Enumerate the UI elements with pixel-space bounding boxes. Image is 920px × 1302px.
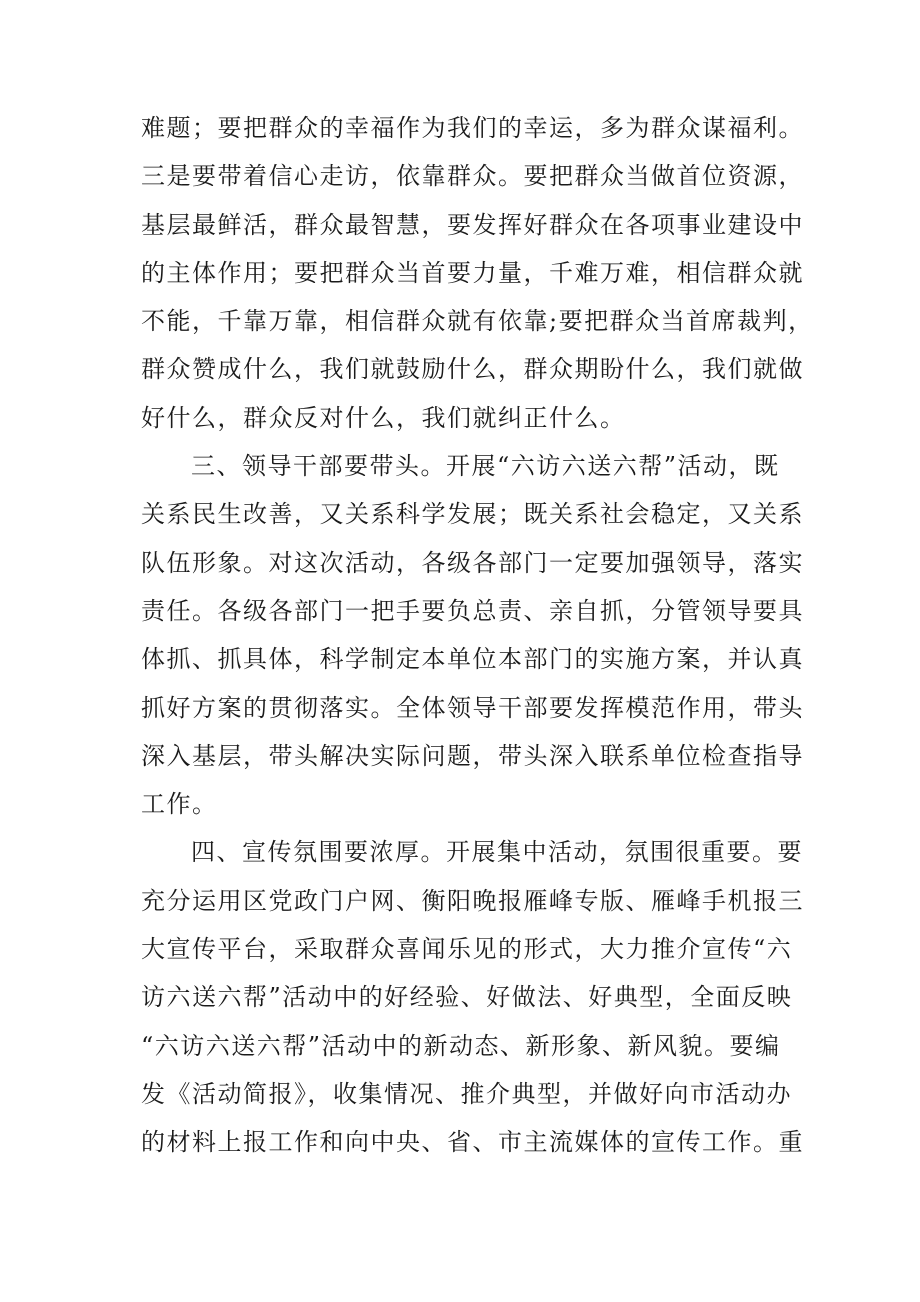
text-line: 难题；要把群众的幸福作为我们的幸运，多为群众谋福利。	[141, 114, 804, 142]
text-line: 体抓、抓具体，科学制定本单位本部门的实施方案，并认真	[141, 645, 804, 674]
text-line: “六访六送六帮”活动中的新动态、新形象、新风貌。要编	[141, 1031, 781, 1060]
text-line: 访六送六帮”活动中的好经验、好做法、好典型，全面反映	[141, 983, 793, 1012]
text-line: 的主体作用；要把群众当首要力量，千难万难，相信群众就	[141, 258, 804, 287]
text-line: 发《活动简报》，收集情况、推介典型，并做好向市活动办	[141, 1079, 792, 1108]
document-body	[141, 104, 814, 1167]
text-line: 充分运用区党政门户网、衡阳晚报雁峰专版、雁峰手机报三	[141, 886, 804, 915]
text-line: 队伍形象。对这次活动，各级各部门一定要加强领导，落实	[141, 548, 804, 577]
text-line: 关系民生改善，又关系科学发展；既关系社会稳定，又关系	[141, 500, 804, 529]
text-line: 抓好方案的贯彻落实。全体领导干部要发挥模范作用，带头	[141, 693, 804, 722]
paragraph-heading-3: 三、领导干部要带头。开展“六访六送六帮”活动，既	[191, 452, 780, 481]
text-line: 的材料上报工作和向中央、省、市主流媒体的宣传工作。重	[141, 1128, 804, 1157]
text-line: 群众赞成什么，我们就鼓励什么，群众期盼什么，我们就做	[141, 355, 804, 384]
text-line: 三是要带着信心走访，依靠群众。要把群众当做首位资源，	[141, 162, 804, 191]
text-line: 责任。各级各部门一把手要负总责、亲自抓，分管领导要具	[141, 596, 804, 625]
text-line: 不能，千靠万靠，相信群众就有依靠;要把群众当首席裁判，	[141, 307, 814, 336]
text-line: 大宣传平台，采取群众喜闻乐见的形式，大力推介宣传“六	[141, 935, 793, 964]
text-line: 深入基层，带头解决实际问题，带头深入联系单位检查指导	[141, 741, 804, 770]
text-line: 工作。	[141, 790, 218, 819]
text-line: 基层最鲜活，群众最智慧，要发挥好群众在各项事业建设中	[141, 210, 804, 239]
text-line: 好什么，群众反对什么，我们就纠正什么。	[141, 403, 626, 432]
paragraph-heading-4: 四、宣传氛围要浓厚。开展集中活动，氛围很重要。要	[191, 838, 803, 867]
